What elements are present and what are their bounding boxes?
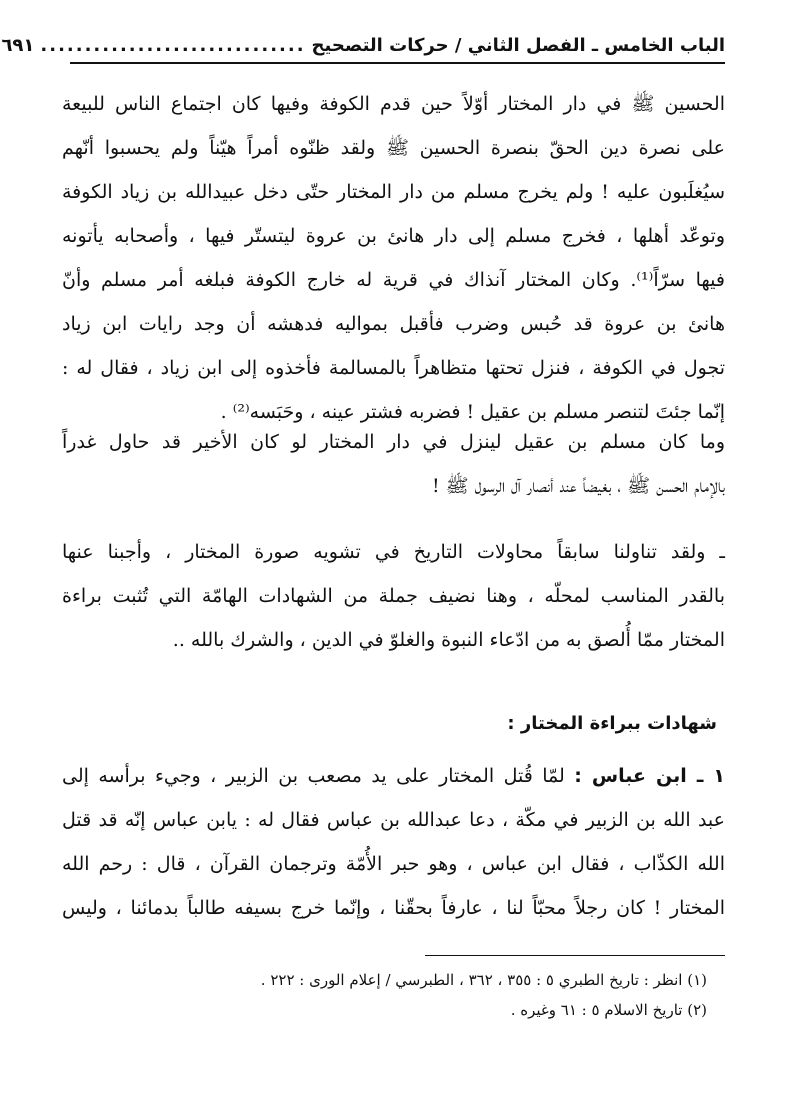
footnote-2: (٢) تاريخ الاسلام ٥ : ٦١ وغيره . [510, 1001, 707, 1019]
paragraph-line: ـ ولقد تناولنا سابقاً محاولات التاريخ في تشويه صورة المختار ، وأجبنا عنها [62, 541, 725, 563]
paragraph-line: بالإمام الحسن ﷺ ، بغيضاً عند أنصار آل الرسول ﷺ ! [431, 475, 725, 497]
paragraph-4 [62, 754, 725, 930]
paragraph-line: سيُغلَبون عليه ! ولم يخرج مسلم من دار المختار حتّى دخل عبيدالله بن زياد الكوفة [62, 181, 725, 203]
page-number: ٦٩١ [1, 34, 35, 56]
paragraph-line: الحسين ﷺ في دار المختار أوّلاً حين قدم الكوفة وفيها كان اجتماع الناس للبيعة [62, 93, 725, 115]
paragraph-1 [62, 82, 725, 434]
running-header [1, 28, 725, 64]
paragraph-line: هانئ بن عروة قد حُبس وضرب فأقبل بمواليه فدهشه أن وجد رايات ابن زياد [62, 313, 725, 335]
paragraph-line: وما كان مسلم بن عقيل لينزل في دار المختار لو كان الأخير قد حاول غدراً [62, 431, 725, 453]
footnote-1: (١) انظر : تاريخ الطبري ٥ : ٣٥٥ ، ٣٦٢ ، الطبرسي / إعلام الورى : ٢٢٢ . [260, 971, 707, 989]
paragraph-line: المختار ممّا أُلصق به من ادّعاء النبوة والغلوّ في الدين ، والشرك بالله .. [172, 629, 725, 651]
testimony-lead: ١ ـ ابن عباس : [574, 765, 725, 787]
paragraph-line: عبد الله بن الزبير في مكّة ، دعا عبدالله بن عباس فقال له : يابن عباس إنّه قد قتل [62, 809, 725, 831]
paragraph-line: تجول في الكوفة ، فنزل تحتها متظاهراً بالمسالمة فأخذوه إلى ابن زياد ، فقال له : [62, 357, 725, 379]
paragraph-2 [62, 420, 725, 508]
header-leader-dots: .............................. [40, 34, 306, 56]
paragraph-line [62, 754, 725, 798]
paragraph-line: إنّما جئتَ لتنصر مسلم بن عقيل ! فضربه فشتر عينه ، وحَبَسه⁽²⁾ . [220, 401, 725, 423]
paragraph-line: فيها سرّاً⁽¹⁾. وكان المختار آنذاك في قرية له خارج الكوفة فبلغه أمر مسلم وأنّ [62, 269, 725, 291]
paragraph-line: على نصرة دين الحقّ بنصرة الحسين ﷺ ولقد ظنّوه أمراً هيّناً ولم يحسبوا أنّهم [62, 137, 725, 159]
paragraph-line: بالقدر المناسب لمحلّه ، وهنا نضيف جملة من الشهادات الهامّة التي تُثبت براءة [62, 585, 725, 607]
paragraph-line-text: لمّا قُتل المختار على يد مصعب بن الزبير ، وجيء برأسه إلى [62, 765, 565, 787]
paragraph-line: وتوعّد أهلها ، فخرج مسلم إلى دار هانئ بن عروة ليتستّر فيها ، وأصحابه يأتونه [62, 225, 725, 247]
footnotes [62, 965, 707, 1025]
section-heading: شهادات ببراءة المختار : [507, 713, 717, 734]
paragraph-line: الله الكذّاب ، فقال ابن عباس ، وهو حبر الأُمّة وترجمان القرآن ، قال : رحم الله [62, 853, 725, 875]
footnote-divider [425, 955, 725, 956]
chapter-title: الباب الخامس ـ الفصل الثاني / حركات التصحيح [311, 34, 725, 56]
paragraph-3 [62, 530, 725, 662]
paragraph-line: المختار ! كان رجلاً محبّاً لنا ، عارفاً بحقّنا ، وإنّما خرج بسيفه طالباً بدمائنا ، وليس [62, 897, 725, 919]
